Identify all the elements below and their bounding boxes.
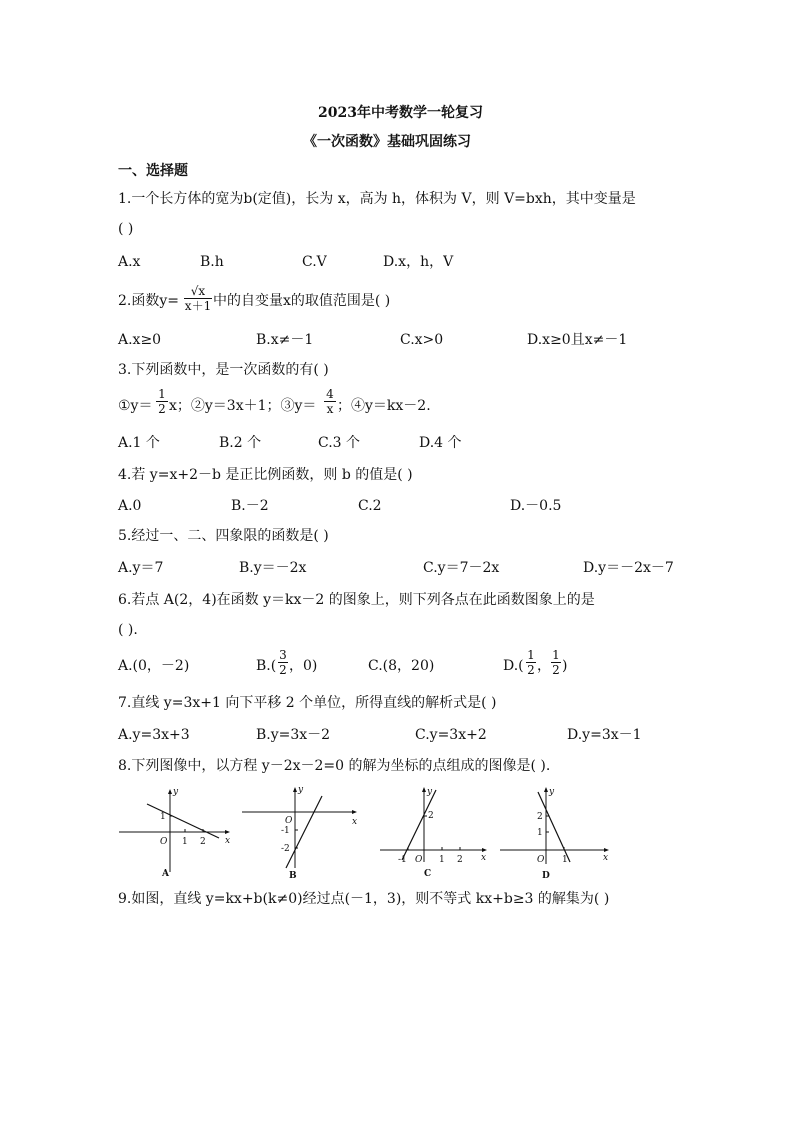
q6-b-den: 2 xyxy=(279,663,287,677)
q7-option-a: A.y=3x+3 xyxy=(118,727,190,743)
question-4-stem: 4.若 y=x+2－b 是正比例函数，则 b 的值是( ) xyxy=(118,467,413,483)
question-2-post: 中的自变量x的取值范围是( ) xyxy=(213,293,391,309)
graph-d-tick-y2: 2 xyxy=(537,812,543,822)
q7-option-b: B.y=3x－2 xyxy=(256,727,331,743)
q6-d-den-1: 2 xyxy=(527,663,535,677)
graph-a-tick-x2: 2 xyxy=(200,837,206,847)
graph-a-y-label: y xyxy=(173,787,179,797)
question-1-stem-cont: ( ) xyxy=(118,221,134,237)
section-heading: 一、选择题 xyxy=(118,163,188,179)
q8-graph-c xyxy=(376,786,490,882)
q2-fraction xyxy=(184,285,212,312)
graph-a-origin: O xyxy=(160,837,168,847)
q3-option-d: D.4 个 xyxy=(419,435,462,451)
graph-b-caption: B xyxy=(289,871,297,880)
graph-b-tick-y1: -1 xyxy=(281,826,290,836)
q1-option-d: D.x，h，V xyxy=(383,254,454,270)
question-6-stem-cont: ( ). xyxy=(118,622,138,638)
graph-c-tick-x1: 1 xyxy=(439,855,445,865)
q1-option-b: B.h xyxy=(200,254,224,270)
graph-c-tick-x2: 2 xyxy=(457,855,463,865)
q8-graph-b xyxy=(238,784,360,880)
q5-option-b: B.y＝－2x xyxy=(239,560,307,576)
graph-d-caption: D xyxy=(542,871,550,881)
title-line-2: 《一次函数》基础巩固练习 xyxy=(303,134,471,150)
graph-c-caption: C xyxy=(424,869,432,879)
q6-d-den-2: 2 xyxy=(552,663,560,677)
q2-option-d: D.x≥0且x≠－1 xyxy=(527,332,628,348)
q3-option-a: A.1 个 xyxy=(118,435,160,451)
q6-d-num-1: 1 xyxy=(527,648,535,662)
q5-option-a: A.y＝7 xyxy=(118,560,164,576)
question-2-pre: 2.函数y= xyxy=(118,293,179,309)
q6-option-d-pre: D.( xyxy=(503,658,524,674)
q3-fraction-1-num: 1 xyxy=(158,387,166,401)
q2-option-a: A.x≥0 xyxy=(118,332,162,348)
graph-c-tick-x-neg1: -1 xyxy=(398,855,407,865)
q4-option-d: D.－0.5 xyxy=(510,498,562,514)
q3-fraction-2-num: 4 xyxy=(326,387,334,401)
graph-a-x-label: x xyxy=(225,836,231,846)
question-3-stem: 3.下列函数中，是一次函数的有( ) xyxy=(118,362,329,378)
q8-graph-a xyxy=(115,786,233,878)
graph-d-tick-y1: 1 xyxy=(537,828,543,838)
q6-d-num-2: 1 xyxy=(552,648,560,662)
graph-b-x-label: x xyxy=(352,817,358,827)
question-7-stem: 7.直线 y=3x+1 向下平移 2 个单位，所得直线的解析式是( ) xyxy=(118,695,497,711)
q8-graph-d xyxy=(496,784,614,882)
q7-option-c: C.y=3x+2 xyxy=(415,727,487,743)
graph-c-tick-y1: 2 xyxy=(428,811,434,821)
graph-c-x-label: x xyxy=(481,853,487,863)
q5-option-d: D.y＝－2x－7 xyxy=(583,560,674,576)
graph-d-x-label: x xyxy=(603,853,609,863)
question-6-stem: 6.若点 A(2，4)在函数 y＝kx－2 的图象上，则下列各点在此函数图象上的是 xyxy=(118,592,595,608)
question-8-stem: 8.下列图像中，以方程 y－2x－2=0 的解为坐标的点组成的图像是( ). xyxy=(118,758,551,774)
q7-option-d: D.y=3x－1 xyxy=(567,727,642,743)
graph-c-origin: O xyxy=(415,855,423,865)
graph-d-origin: O xyxy=(537,855,545,865)
q2-option-b: B.x≠－1 xyxy=(256,332,314,348)
graph-a-caption: A xyxy=(162,869,169,878)
graph-c-y-label: y xyxy=(427,787,433,797)
graph-a-tick-y1: 1 xyxy=(160,812,166,822)
q3-fraction-1 xyxy=(156,388,168,415)
q3-expr-1: ①y＝ xyxy=(118,398,153,414)
graph-b-tick-y2: -2 xyxy=(281,844,290,854)
q3-option-b: B.2 个 xyxy=(219,435,262,451)
q1-option-a: A.x xyxy=(118,254,141,270)
q6-option-d-mid: ， xyxy=(537,658,551,674)
q3-option-c: C.3 个 xyxy=(318,435,361,451)
graph-d-y-label: y xyxy=(549,787,555,797)
q6-option-d-fraction-1 xyxy=(526,649,536,676)
q2-fraction-numerator: √x xyxy=(190,284,206,298)
q6-b-num: 3 xyxy=(279,648,287,662)
q6-option-b-pre: B.( xyxy=(256,658,277,674)
q3-expr-3: ；④y＝kx－2. xyxy=(337,398,431,414)
q1-option-c: C.V xyxy=(302,254,327,270)
graph-d-tick-x1: 1 xyxy=(562,855,568,865)
q6-option-c: C.(8，20) xyxy=(368,658,435,674)
question-9-stem: 9.如图，直线 y=kx+b(k≠0)经过点(－1，3)，则不等式 kx+b≥3 的解集为( ) xyxy=(118,891,610,907)
q3-fraction-1-den: 2 xyxy=(158,402,166,416)
q3-fraction-2-den: x xyxy=(326,402,334,416)
q6-option-b-fraction xyxy=(278,649,288,676)
q6-option-d-fraction-2 xyxy=(551,649,561,676)
question-1-stem: 1.一个长方体的宽为b(定值)，长为 x，高为 h，体积为 V，则 V=bxh，其中变量是 xyxy=(118,191,636,207)
q4-option-c: C.2 xyxy=(358,498,382,514)
q2-option-c: C.x>0 xyxy=(400,332,444,348)
q6-option-a: A.(0，－2) xyxy=(118,658,190,674)
q5-option-c: C.y＝7－2x xyxy=(423,560,500,576)
q3-fraction-2 xyxy=(324,388,336,415)
q2-fraction-denominator: x＋1 xyxy=(184,299,212,313)
q4-option-a: A.0 xyxy=(118,498,142,514)
graph-a-tick-x1: 1 xyxy=(182,837,188,847)
graph-b-y-label: y xyxy=(298,785,304,795)
q6-option-d-post: ) xyxy=(562,658,568,674)
question-5-stem: 5.经过一、二、四象限的函数是( ) xyxy=(118,528,329,544)
title-line-1: 2023年中考数学一轮复习 xyxy=(318,105,483,121)
q4-option-b: B.－2 xyxy=(231,498,269,514)
q6-option-b-post: ，0) xyxy=(289,658,318,674)
graph-b-origin: O xyxy=(285,816,293,826)
q3-expr-2: x；②y＝3x＋1；③y＝ xyxy=(169,398,317,414)
